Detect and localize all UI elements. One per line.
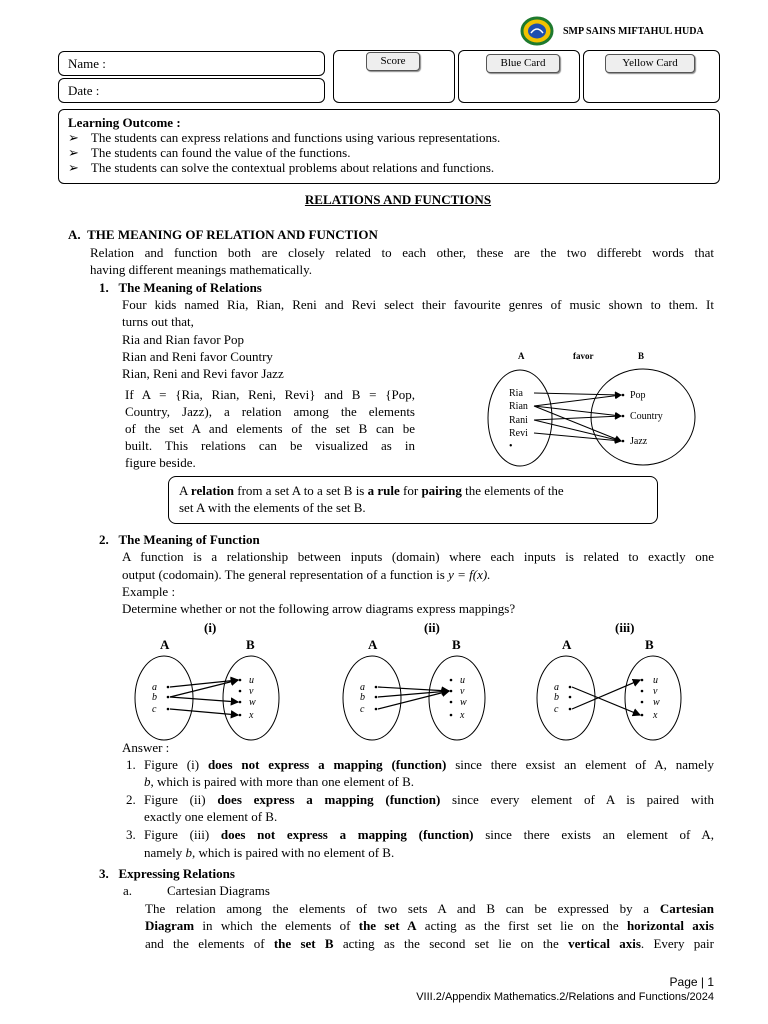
figure-label: (i) — [204, 620, 217, 635]
set-b-label: B — [638, 351, 645, 361]
learning-outcome-box — [58, 109, 720, 184]
set-a-element: Revi — [509, 428, 528, 439]
element-dot — [622, 394, 625, 397]
mapping-figure-i — [132, 634, 280, 744]
outcome-item: ➢ The students can found the value of the functions. — [68, 145, 351, 160]
relation-arrow — [534, 416, 621, 420]
section-a-intro-2: having different meanings mathematically. — [90, 262, 313, 277]
mapping-arrow — [170, 697, 238, 702]
codomain-element: u — [460, 675, 465, 686]
domain-element: a — [554, 682, 559, 693]
bullet-arrow-icon: ➢ — [68, 130, 79, 145]
answer-3-line-2: namely b, which is paired with no element of B. — [144, 845, 395, 860]
relation-arrow — [534, 433, 621, 441]
domain-element: c — [152, 704, 157, 715]
cartesian-line-2: Diagram in which the elements of the set A acting as the first set lie on the horizontal axis — [145, 918, 714, 933]
answer-3-line-1: Figure (iii) does not express a mapping (function) since there exists an element of A, — [144, 827, 714, 842]
score-tab: Score — [366, 52, 420, 71]
bullet-arrow-icon: ➢ — [68, 160, 79, 175]
school-logo — [520, 16, 554, 46]
set-b-label: B — [246, 637, 255, 652]
relation-fact: Rian and Reni favor Country — [122, 349, 273, 364]
relation-definition-box — [168, 476, 658, 524]
set-b-label: B — [645, 637, 654, 652]
footer-path: VIII.2/Appendix Mathematics.2/Relations and Functions/2024 — [416, 991, 714, 1003]
yellow-card-tab: Yellow Card — [605, 54, 695, 73]
sub-number: a. — [123, 883, 133, 898]
school-name: SMP SAINS MIFTAHUL HUDA — [563, 26, 704, 37]
function-line-1: A function is a relationship between inputs (domain) where each inputs is related to exactly one — [122, 549, 714, 564]
outcome-title: Learning Outcome : — [68, 115, 181, 130]
codomain-element: x — [653, 710, 658, 721]
codomain-element: w — [249, 697, 256, 708]
date-label: Date : — [68, 83, 100, 98]
function-line-2: output (codomain). The general representation of a function is y = f(x). — [122, 567, 491, 582]
set-a-element: Rani — [509, 415, 528, 426]
element-dot — [622, 415, 625, 418]
domain-element: c — [360, 704, 365, 715]
set-b-label: B — [452, 637, 461, 652]
name-label: Name : — [68, 56, 106, 71]
set-b-element: Country — [630, 411, 663, 422]
function-heading: 2. The Meaning of Function — [99, 532, 260, 547]
codomain-element: x — [460, 710, 465, 721]
relation-if-line: If A = {Ria, Rian, Reni, Revi} and B = {Pop, — [125, 387, 415, 402]
codomain-element: w — [653, 697, 660, 708]
answer-number: 1. — [126, 757, 136, 772]
definition-line-1: A relation from a set A to a set B is a rule for pairing the elements of the — [179, 483, 564, 498]
mapping-arrow — [378, 687, 449, 691]
mapping-arrow — [572, 680, 640, 709]
page-number: Page | 1 — [669, 975, 714, 989]
cartesian-line-1: The relation among the elements of two sets A and B can be expressed by a Cartesian — [145, 901, 714, 916]
answer-number: 2. — [126, 792, 136, 807]
codomain-element: u — [249, 675, 254, 686]
relations-heading: 1. The Meaning of Relations — [99, 280, 262, 295]
definition-line-2: set A with the elements of the set B. — [179, 500, 366, 515]
domain-element: a — [152, 682, 157, 693]
mapping-figure-iii — [534, 634, 689, 744]
answer-2-line-1: Figure (ii) does express a mapping (function) since every element of A is paired with — [144, 792, 714, 807]
relation-arrow — [534, 395, 621, 406]
expressing-heading: 3. Expressing Relations — [99, 866, 235, 881]
domain-element: a — [360, 682, 365, 693]
domain-element: b — [152, 692, 157, 703]
cartesian-line-3: and the elements of the set B acting as the second set lie on the vertical axis. Every pair — [145, 936, 714, 951]
section-a-intro-1: Relation and function both are closely related to each other, these are the two differebt words that — [90, 245, 714, 260]
codomain-element: x — [249, 710, 254, 721]
sub-title: Cartesian Diagrams — [167, 883, 270, 898]
answer-number: 3. — [126, 827, 136, 842]
domain-element: b — [360, 692, 365, 703]
relation-if-line: of the set A and elements of the set B can be — [125, 421, 415, 436]
outcome-item: ➢ The students can solve the contextual problems about relations and functions. — [68, 160, 495, 175]
codomain-element: u — [653, 675, 658, 686]
date-box[interactable] — [58, 78, 325, 103]
blue-card-tab: Blue Card — [486, 54, 560, 73]
relation-if-line: Country, Jazz), a relation among the elements — [125, 404, 415, 419]
answer-label: Answer : — [122, 740, 170, 755]
set-a-element: Rian — [509, 401, 528, 412]
set-a-element: • — [509, 441, 513, 452]
set-a-label: A — [518, 351, 525, 361]
codomain-element: w — [460, 697, 467, 708]
relation-if-line: figure beside. — [125, 455, 196, 470]
answer-2-line-2: exactly one element of B. — [144, 809, 278, 824]
favor-label: favor — [573, 351, 594, 361]
mapping-figure-ii — [340, 634, 488, 744]
example-label: Example : — [122, 584, 176, 599]
relation-fact: Ria and Rian favor Pop — [122, 332, 245, 347]
element-dot — [622, 440, 625, 443]
set-a-label: A — [562, 637, 572, 652]
answer-1-line-1: Figure (i) does not express a mapping (function) since there exsist an element of A, namely — [144, 757, 715, 772]
set-a-label: A — [368, 637, 378, 652]
relations-para-1: Four kids named Ria, Rian, Reni and Revi select their favourite genres of music shown to them. It — [122, 297, 714, 312]
domain-element: b — [554, 692, 559, 703]
page-title: RELATIONS AND FUNCTIONS — [304, 192, 492, 207]
set-a-element: Ria — [509, 388, 523, 399]
relations-para-2: turns out that, — [122, 314, 194, 329]
codomain-element: v — [249, 686, 254, 697]
set-a-label: A — [160, 637, 170, 652]
relation-arrow — [534, 393, 621, 395]
outcome-item: ➢ The students can express relations and functions using various representations. — [68, 130, 501, 145]
example-question: Determine whether or not the following arrow diagrams express mappings? — [122, 601, 516, 616]
name-box[interactable] — [58, 51, 325, 76]
figure-label: (iii) — [615, 620, 635, 635]
domain-element: c — [554, 704, 559, 715]
mapping-arrow — [170, 709, 238, 715]
codomain-element: v — [653, 686, 658, 697]
figure-label: (ii) — [424, 620, 440, 635]
set-b-element: Pop — [630, 390, 646, 401]
answer-1-line-2: b, which is paired with more than one element of B. — [144, 774, 415, 789]
bullet-arrow-icon: ➢ — [68, 145, 79, 160]
relation-arrow-diagram — [478, 345, 700, 470]
set-b-element: Jazz — [630, 436, 648, 447]
mapping-arrow — [572, 687, 640, 715]
relation-if-line: built. This relations can be visualized as in — [125, 438, 415, 453]
mapping-arrow — [170, 680, 238, 697]
relation-fact: Rian, Reni and Revi favor Jazz — [122, 366, 284, 381]
mapping-arrow — [170, 680, 238, 687]
codomain-element: v — [460, 686, 465, 697]
section-a-heading: A. THE MEANING OF RELATION AND FUNCTION — [68, 227, 378, 242]
